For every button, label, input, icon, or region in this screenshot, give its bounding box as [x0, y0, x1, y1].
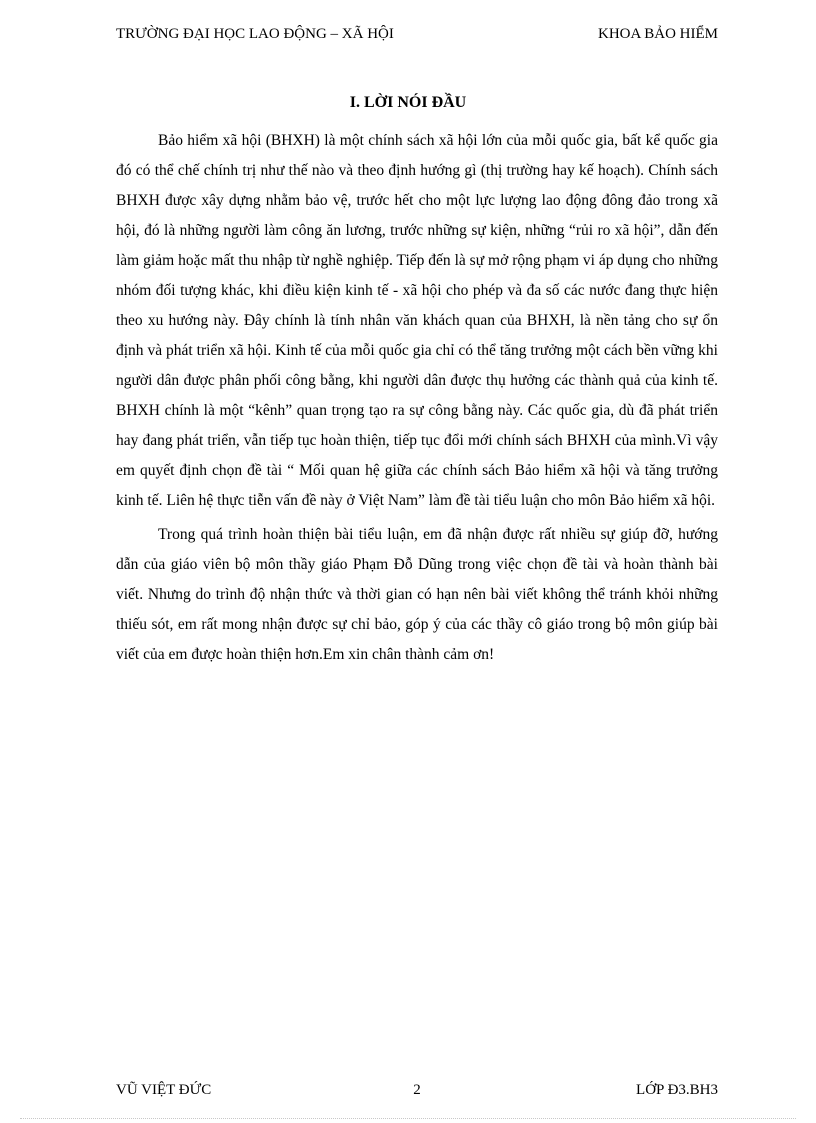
- document-body: [116, 126, 718, 670]
- page-title: I. LỜI NÓI ĐẦU: [349, 94, 467, 111]
- header-faculty: KHOA BẢO HIỂM: [598, 26, 718, 42]
- page-bottom-divider: [20, 1118, 796, 1119]
- paragraph-acknowledgement: Trong quá trình hoàn thiện bài tiểu luận, em đã nhận được rất nhiều sự giúp đỡ, hướng dẫn của giáo viên bộ môn thầy giáo Phạm Đỗ Dũng trong việc chọn đề tài và hoàn thành bài viết. Nhưng do trình độ nhận thức và thời gian có hạn nên bài viết không thể tránh khỏi những thiếu sót, em rất mong nhận được sự chỉ bảo, góp ý của các thầy cô giáo trong bộ môn giúp bài viết của em được hoàn thiện hơn.Em xin chân thành cảm ơn!: [116, 526, 718, 663]
- page-number: 2: [413, 1082, 421, 1098]
- header-university: TRƯỜNG ĐẠI HỌC LAO ĐỘNG – XÃ HỘI: [116, 26, 394, 42]
- footer-class: LỚP Đ3.BH3: [636, 1082, 718, 1098]
- paragraph-introduction: Bảo hiểm xã hội (BHXH) là một chính sách xã hội lớn của mỗi quốc gia, bất kể quốc gia đó có thể chế chính trị như thế nào và theo định hướng gì (thị trường hay kế hoạch). Chính sách BHXH được xây dựng nhằm bảo vệ, trước hết cho một lực lượng lao động đông đảo trong xã hội, đó là những người làm công ăn lương, trước những sự kiện, những “rủi ro xã hội”, dẫn đến làm giảm hoặc mất thu nhập từ nghề nghiệp. Tiếp đến là sự mở rộng phạm vi áp dụng cho những nhóm đối tượng khác, khi điều kiện kinh tế - xã hội cho phép và đa số các nước đang thực hiện theo xu hướng này. Đây chính là tính nhân văn khách quan của BHXH, là nền tảng cho sự ổn định và phát triển xã hội. Kinh tế của mỗi quốc gia chỉ có thể tăng trưởng một cách bền vững khi người dân được phân phối công bằng, khi người dân được thụ hưởng các thành quả của kinh tế. BHXH chính là một “kênh” quan trọng tạo ra sự công bằng này. Các quốc gia, dù đã phát triển hay đang phát triển, vẫn tiếp tục hoàn thiện, tiếp tục đổi mới chính sách BHXH của mình.Vì vậy em quyết định chọn đề tài “ Mối quan hệ giữa các chính sách Bảo hiểm xã hội và tăng trưởng kinh tế. Liên hệ thực tiễn vấn đề này ở Việt Nam” làm đề tài tiểu luận cho môn Bảo hiểm xã hội.: [116, 132, 718, 509]
- page-footer: [116, 1080, 718, 1100]
- page-header: [116, 24, 718, 44]
- footer-author: VŨ VIỆT ĐỨC: [116, 1082, 212, 1098]
